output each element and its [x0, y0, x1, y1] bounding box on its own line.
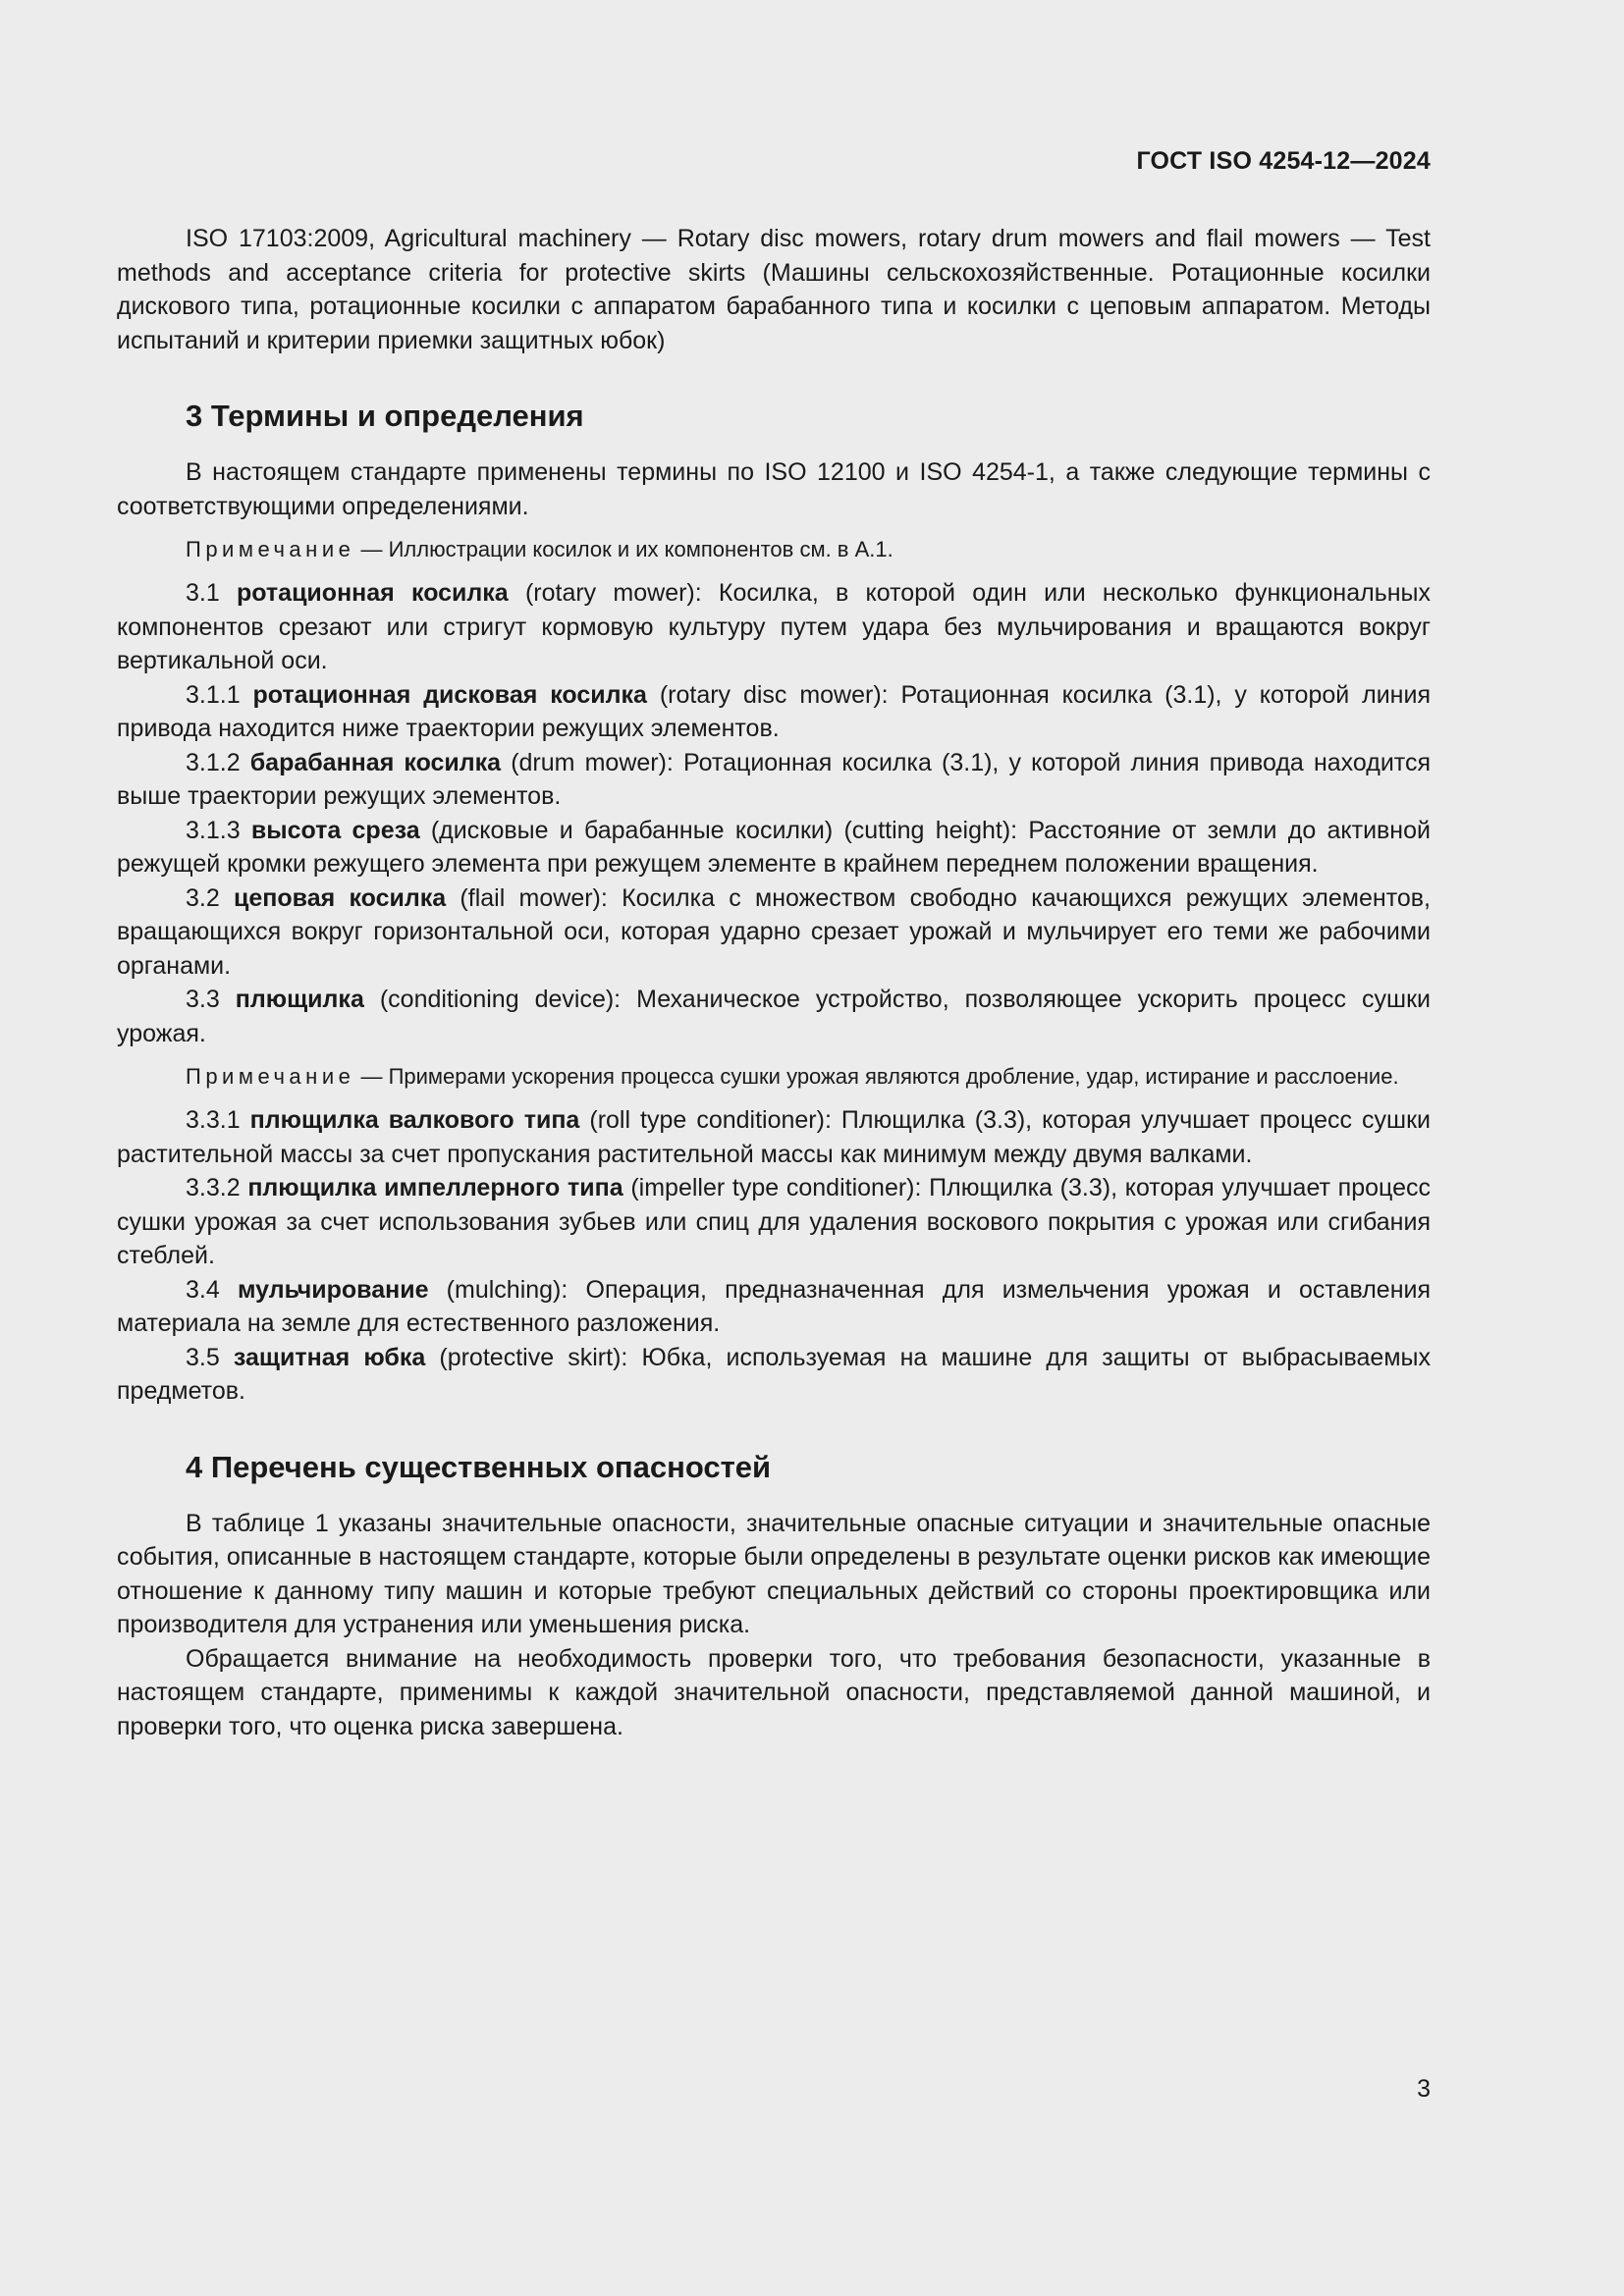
note-text: Примерами ускорения процесса сушки урожая являются дробление, удар, истирание и расслоение. [388, 1064, 1399, 1089]
section-3-heading: 3 Термины и определения [186, 399, 584, 433]
term-number: 3.4 [186, 1275, 238, 1304]
term-number: 3.1.3 [186, 816, 251, 844]
term-3-2 [117, 881, 1431, 984]
section-4-heading: 4 Перечень существенных опасностей [186, 1449, 772, 1484]
term-name: высота среза [250, 816, 420, 844]
term-number: 3.1 [186, 579, 237, 607]
term-number: 3.3.1 [186, 1106, 250, 1134]
term-number: 3.5 [186, 1343, 234, 1371]
term-definition: (rotary mower): Косилка, в которой один или несколько функциональных компонентов срезают или стригут кормовую культуру путем удара без мульчирования и вращаются вокруг вертикальной оси. [117, 579, 1431, 674]
term-name: плющилка [235, 986, 364, 1013]
term-3-1-3 [117, 814, 1431, 881]
document-header: ГОСТ ISO 4254-12—2024 [1136, 147, 1431, 175]
term-definition: (flail mower): Косилка с множеством свободно качающихся режущих элементов, вращающихся вокруг горизонтальной оси, которая ударно срезает урожай и мульчирует его теми же рабочими органами. [117, 883, 1431, 980]
term-definition: (protective skirt): Юбка, используемая на машине для защиты от выбрасываемых предметов. [117, 1343, 1431, 1405]
term-definition: (roll type conditioner): Плющилка (3.3), которая улучшает процесс сушки растительной массы за счет пропускания растительной массы как минимум между двумя валками. [117, 1106, 1431, 1168]
term-number: 3.2 [186, 883, 235, 912]
term-3-1-2 [117, 746, 1431, 814]
term-number: 3.3 [186, 986, 236, 1013]
term-3-3 [117, 983, 1431, 1050]
term-3-4 [117, 1273, 1431, 1341]
section-4-paragraph-1: В таблице 1 указаны значительные опасности, значительные опасные ситуации и значительные опасные события, описанные в настоящем стандарте, которые были определены в результате оценки рисков как имеющие отношение к данному типу машин и которые требуют специальных действий со стороны проектировщика или производителя для устранения или уменьшения риска. [117, 1509, 1431, 1638]
term-definition: (дисковые и барабанные косилки) (cutting height): Расстояние от земли до активной режущей кромки режущего элемента при режущем элементе в крайнем переднем положении вращения. [117, 816, 1431, 878]
term-name: плющилка импеллерного типа [247, 1174, 623, 1201]
term-name: плющилка валкового типа [249, 1106, 580, 1134]
section-4-paragraph-2: Обращается внимание на необходимость проверки того, что требования безопасности, указанные в настоящем стандарте, применимы к каждой значительной опасности, представляемой данной машиной, и проверки того, что оценка риска завершена. [117, 1644, 1431, 1740]
term-3-3-1 [117, 1103, 1431, 1171]
term-name: барабанная косилка [249, 748, 502, 776]
note-conditioning [117, 1062, 1431, 1092]
note-text: Иллюстрации косилок и их компонентов см. в А.1. [388, 537, 893, 561]
note-dash: — [354, 537, 389, 561]
term-name: ротационная косилка [237, 579, 509, 607]
term-name: защитная юбка [233, 1343, 426, 1371]
section-3-intro: В настоящем стандарте применены термины по ISO 12100 и ISO 4254-1, а также следующие термины с соответствующими определениями. [117, 458, 1431, 520]
term-number: 3.1.1 [186, 680, 253, 709]
page-number: 3 [1417, 2075, 1431, 2103]
term-definition: (impeller type conditioner): Плющилка (3.3), которая улучшает процесс сушки урожая за счет использования зубьев или спиц для удаления воскового покрытия с урожая или сгибания стеблей. [117, 1174, 1431, 1269]
term-definition: (rotary disc mower): Ротационная косилка (3.1), у которой линия привода находится ниже траектории режущих элементов. [117, 680, 1431, 742]
reference-paragraph: ISO 17103:2009, Agricultural machinery — Rotary disc mowers, rotary drum mowers and flail mowers — Test methods and acceptance criteria for protective skirts (Машины сельскохозяйственные. Ротационные косилки дискового типа, ротационные косилки с аппаратом барабанного типа и косилки с цеповым аппаратом. Методы испытаний и критерии приемки защитных юбок) [117, 225, 1431, 354]
note-dash: — [354, 1064, 389, 1089]
term-3-1 [117, 576, 1431, 678]
term-3-5 [117, 1341, 1431, 1409]
note-label: Примечание [186, 537, 355, 561]
page-content [117, 222, 1431, 1743]
term-name: мульчирование [237, 1275, 429, 1304]
term-name: цеповая косилка [234, 883, 447, 912]
term-name: ротационная дисковая косилка [252, 680, 647, 709]
term-number: 3.3.2 [186, 1174, 248, 1201]
note-label: Примечание [186, 1064, 355, 1089]
term-number: 3.1.2 [186, 748, 250, 776]
term-3-3-2 [117, 1171, 1431, 1273]
term-3-1-1 [117, 678, 1431, 746]
term-definition: (drum mower): Ротационная косилка (3.1), у которой линия привода находится выше траектории режущих элементов. [117, 748, 1431, 810]
note-terms [117, 535, 1431, 564]
term-definition: (mulching): Операция, предназначенная для измельчения урожая и оставления материала на земле для естественного разложения. [117, 1275, 1432, 1337]
term-definition: (conditioning device): Механическое устройство, позволяющее ускорить процесс сушки урожая. [117, 986, 1431, 1047]
